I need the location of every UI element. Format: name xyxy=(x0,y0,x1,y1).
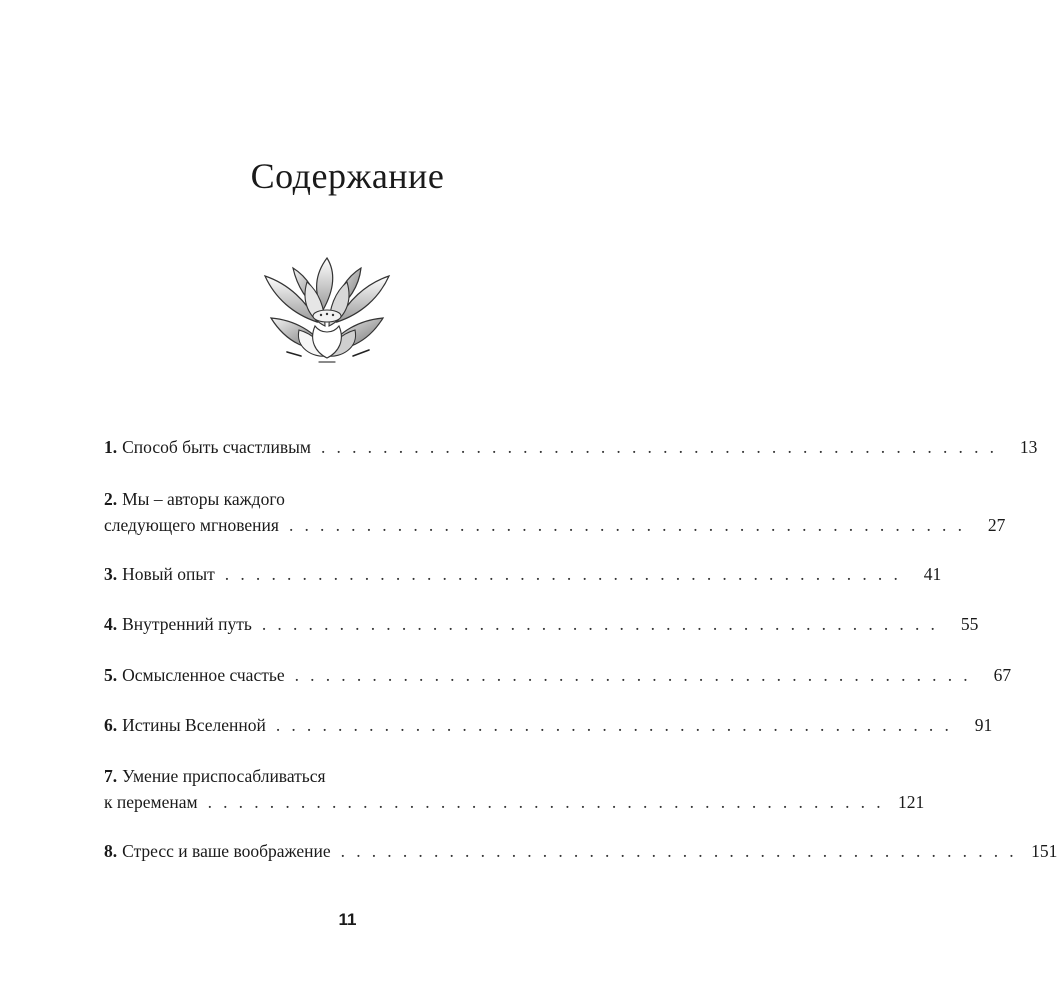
toc-page: 41 xyxy=(923,564,942,584)
lotus-flower-icon xyxy=(257,252,397,367)
dot-leader: . . . . . . . . . . . . . . . . . . . . . . . . . . . . . . . . . . . . . . . . . . . . xyxy=(320,437,998,457)
toc-number: 3. xyxy=(104,564,118,584)
dot-leader: . . . . . . . . . . . . . . . . . . . . . . . . . . . . . . . . . . . . . . . . . . . . xyxy=(340,841,1018,861)
dot-leader: . . . . . . . . . . . . . . . . . . . . . . . . . . . . . . . . . . . . . . . . . . . . xyxy=(294,665,972,685)
toc-page: 27 xyxy=(987,515,1006,535)
dot-leader: . . . . . . . . . . . . . . . . . . . . . . . . . . . . . . . . . . . . . . . . . . . . xyxy=(224,564,902,584)
toc-entry[interactable] xyxy=(104,434,1038,460)
toc-title: Способ быть счастливым xyxy=(122,437,311,457)
toc-number: 7. xyxy=(104,766,118,786)
toc-title: Внутренний путь xyxy=(122,614,252,634)
toc-number: 4. xyxy=(104,614,118,634)
dot-leader: . . . . . . . . . . . . . . . . . . . . . . . . . . . . . . . . . . . . . . . . . . . . xyxy=(275,715,953,735)
toc-page: 55 xyxy=(960,614,979,634)
toc-title-continued: следующего мгновения xyxy=(104,515,279,535)
toc-entry[interactable] xyxy=(104,763,925,815)
toc-number: 5. xyxy=(104,665,118,685)
toc-number: 6. xyxy=(104,715,118,735)
toc-number: 8. xyxy=(104,841,118,861)
toc-title: Новый опыт xyxy=(122,564,215,584)
toc-entry[interactable] xyxy=(104,712,993,738)
toc-entry[interactable] xyxy=(104,486,1006,538)
page-number: 11 xyxy=(338,910,357,929)
toc-title: Стресс и ваше воображение xyxy=(122,841,331,861)
toc-entry[interactable] xyxy=(104,838,1057,864)
toc-page: 13 xyxy=(1019,437,1038,457)
toc-title: Истины Вселенной xyxy=(122,715,266,735)
toc-entry[interactable] xyxy=(104,662,1012,688)
dot-leader: . . . . . . . . . . . . . . . . . . . . . . . . . . . . . . . . . . . . . . . . . . . . xyxy=(207,792,885,812)
toc-page: 67 xyxy=(993,665,1012,685)
toc-title: Осмысленное счастье xyxy=(122,665,285,685)
page-title: Содержание xyxy=(250,156,445,196)
toc-entry[interactable] xyxy=(104,611,979,637)
toc-title: Умение приспосабливаться xyxy=(122,766,326,786)
dot-leader: . . . . . . . . . . . . . . . . . . . . . . . . . . . . . . . . . . . . . . . . . . . . xyxy=(261,614,939,634)
toc-number: 1. xyxy=(104,437,118,457)
toc-title: Мы – авторы каждого xyxy=(122,489,285,509)
toc-page: 91 xyxy=(974,715,993,735)
dot-leader: . . . . . . . . . . . . . . . . . . . . . . . . . . . . . . . . . . . . . . . . . . . . xyxy=(288,515,966,535)
toc-entry[interactable] xyxy=(104,561,942,587)
toc-number: 2. xyxy=(104,489,118,509)
toc-page: 121 xyxy=(898,792,925,812)
toc-title-continued: к переменам xyxy=(104,792,198,812)
toc-page: 151 xyxy=(1031,841,1057,861)
